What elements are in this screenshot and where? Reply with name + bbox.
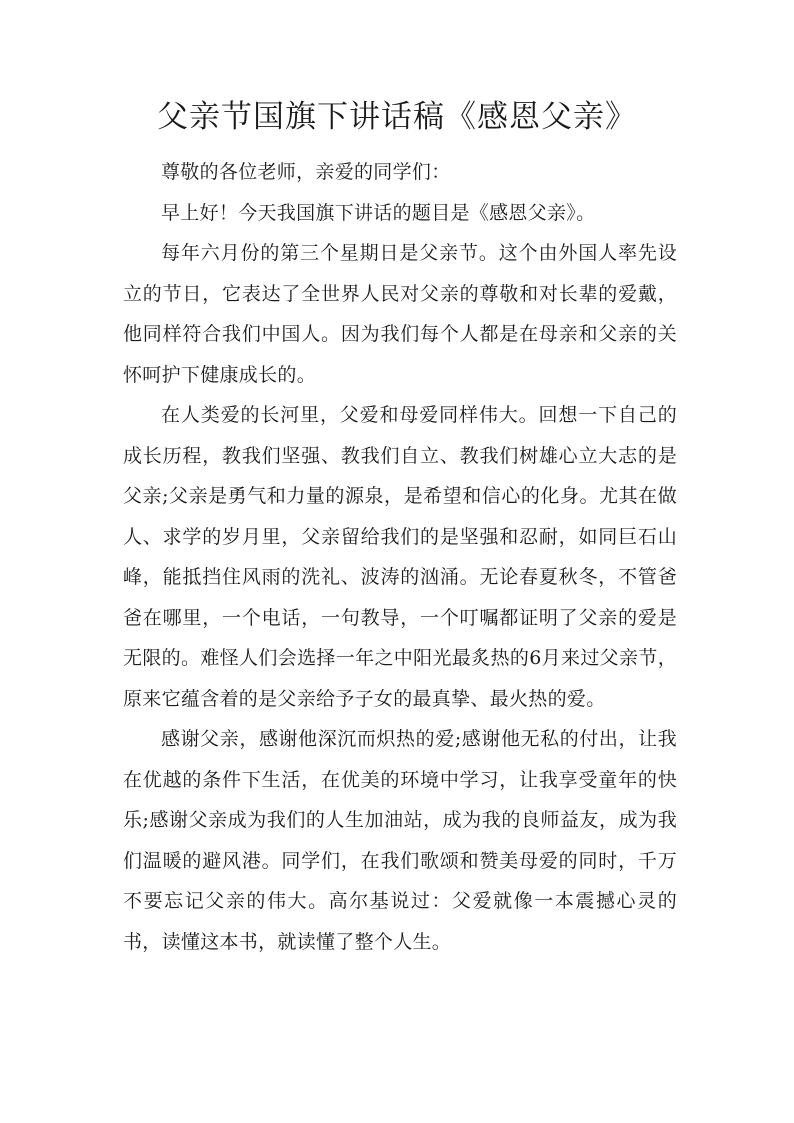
paragraph-opening: 早上好！今天我国旗下讲话的题目是《感恩父亲》。 (161, 201, 596, 224)
document-body (123, 152, 677, 962)
paragraph-fathers-day-intro: 每年六月份的第三个星期日是父亲节。这个由外国人率先设立的节日，它表达了全世界人民对父亲的尊敬和对长辈的爱戴，他同样符合我们中国人。因为我们每个人都是在母亲和父亲的关怀呵护下健康成长的。 (123, 242, 677, 386)
paragraph-gratitude: 感谢父亲，感谢他深沉而炽热的爱;感谢他无私的付出，让我在优越的条件下生活，在优美的环境中学习，让我享受童年的快乐;感谢父亲成为我们的人生加油站，成为我的良师益友，成为我们温暖的避风港。同学们，在我们歌颂和赞美母爱的同时，千万不要忘记父亲的伟大。高尔基说过：父爱就像一本震撼心灵的书，读懂这本书，就读懂了整个人生。 (123, 728, 677, 953)
paragraph-fatherly-love: 在人类爱的长河里，父爱和母爱同样伟大。回想一下自己的成长历程，教我们坚强、教我们自立、教我们树雄心立大志的是父亲;父亲是勇气和力量的源泉，是希望和信心的化身。尤其在做人、求学的岁月里，父亲留给我们的是坚强和忍耐，如同巨石山峰，能抵挡住风雨的洗礼、波涛的汹涌。无论春夏秋冬，不管爸爸在哪里，一个电话，一句教导，一个叮嘱都证明了父亲的爱是无限的。难怪人们会选择一年之中阳光最炙热的6月来过父亲节，原来它蕴含着的是父亲给予子女的最真挚、最火热的爱。 (123, 404, 677, 710)
paragraph-greeting: 尊敬的各位老师，亲爱的同学们： (161, 161, 451, 183)
document-title: 父亲节国旗下讲话稿《感恩父亲》 (157, 99, 637, 135)
